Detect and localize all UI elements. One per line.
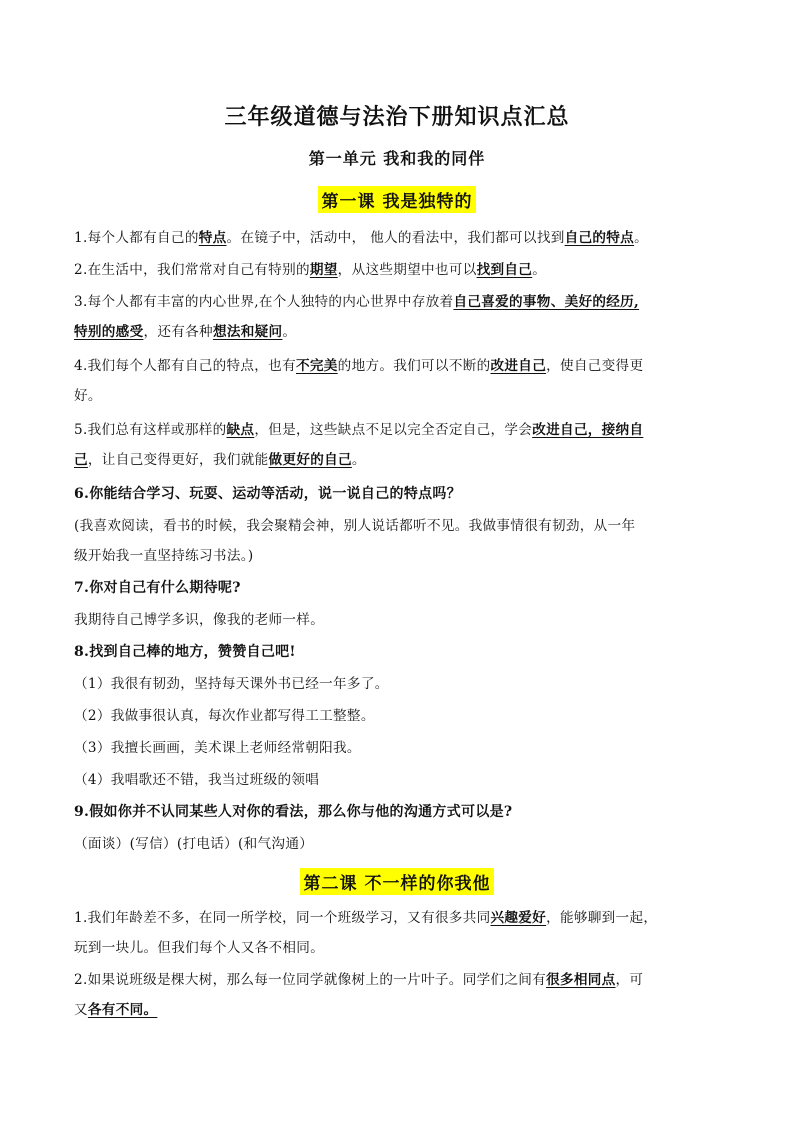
lesson-2-paragraph-1-line-2: 玩到一块儿。但我们每个人又各不相同。 [74,940,325,956]
paragraph-3-line-2: 特别的感受，还有各种想法和疑问。 [74,324,297,340]
answer-6-line-1: (我喜欢阅读，看书的时候，我会聚精会神，别人说话都听不见。我做事情很有韧劲，从一年 [74,518,636,534]
answer-7: 我期待自己博学多识，像我的老师一样。 [74,612,325,628]
keyword: 改进自己，接纳自 [532,422,644,438]
paragraph-5-line-2: 己，让自己变得更好，我们就能做更好的自己。 [74,452,366,468]
keyword: 不完美 [295,358,338,374]
paragraph-4-line-1: 4.我们每个人都有自己的特点，也有不完美的地方。我们可以不断的改进自己，使自己变得更 [74,358,644,374]
lesson-1-heading [0,186,794,213]
question-6: 6.你能结合学习、玩耍、运动等活动，说一说自己的特点吗？ [74,486,462,502]
keyword: 找到自己 [476,262,533,278]
lesson-2-title: 第二课 不一样的你我他 [300,868,495,895]
paragraph-1: 1.每个人都有自己的特点。在镜子中，活动中， 他人的看法中，我们都可以找到自己的特点。 [74,230,648,246]
lesson-2-paragraph-1-line-1: 1.我们年龄差不多，在同一所学校，同一个班级学习，又有很多共同兴趣爱好，能够聊到一起， [74,910,658,926]
answer-8-item: （1）我很有韧劲，坚持每天课外书已经一年多了。 [74,676,389,692]
keyword: 想法和疑问 [212,324,283,340]
lesson-1-title: 第一课 我是独特的 [318,186,477,213]
answer-8-item: （4）我唱歌还不错，我当过班级的领唱 [74,772,320,788]
paragraph-5-line-1: 5.我们总有这样或那样的缺点，但是，这些缺点不足以完全否定自己，学会改进自己，接纳自 [74,422,644,438]
unit-title: 第一单元 我和我的同伴 [308,149,486,168]
answer-8-item: （3）我擅长画画，美术课上老师经常朝阳我。 [74,740,361,756]
keyword: 缺点 [226,422,255,438]
keyword: 兴趣爱好 [490,910,547,926]
answer-8-item: （2）我做事很认真，每次作业都写得工工整整。 [74,708,375,724]
keyword: 做更好的自己 [268,452,352,468]
answer-9: （面谈）(写信）(打电话）(和气沟通） [74,836,314,852]
keyword: 特别的感受 [74,324,144,340]
answer-6-line-2: 级开始我一直坚持练习书法。) [74,548,254,564]
keyword: 特点 [198,230,227,246]
paragraph-2: 2.在生活中，我们常常对自己有特别的期望，从这些期望中也可以找到自己。 [74,262,547,278]
lesson-2-heading [0,868,794,895]
keyword: 己 [74,452,88,468]
question-8: 8.找到自己棒的地方，赞赞自己吧! [74,644,296,660]
keyword: 自己的特点 [564,230,635,246]
keyword: 很多相同点 [546,972,616,988]
paragraph-3-line-1: 3.每个人都有丰富的内心世界,在个人独特的内心世界中存放着自己喜爱的事物、美好的经历, [74,294,640,310]
document-title: 三年级道德与法治下册知识点汇总 [224,104,570,130]
lesson-2-paragraph-2-line-1: 2.如果说班级是棵大树，那么每一位同学就像树上的一片叶子。同学们之间有很多相同点，可 [74,972,644,988]
question-9: 9.假如你并不认同某些人对你的看法，那么你与他的沟通方式可以是? [74,804,513,820]
lesson-2-paragraph-2-line-2: 又各有不同。 [74,1002,158,1018]
paragraph-4-line-2: 好。 [74,388,102,404]
keyword: 各有不同。 [87,1002,158,1018]
question-7: 7.你对自己有什么期待呢? [74,580,241,596]
keyword: 改进自己 [490,358,547,374]
keyword: 期望 [309,262,338,278]
keyword: 自己喜爱的事物、美好的经历, [453,294,640,310]
